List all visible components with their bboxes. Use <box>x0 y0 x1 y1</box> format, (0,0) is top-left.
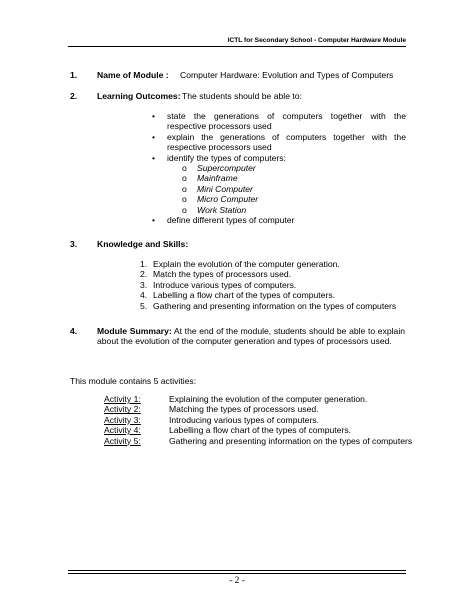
bullet-icon: • <box>152 152 156 163</box>
bullet-icon: • <box>152 215 156 226</box>
list-item: o Work Station <box>182 204 247 215</box>
activity-link[interactable]: Activity 5: <box>104 435 141 446</box>
header-rule <box>68 46 406 47</box>
activity-link[interactable]: Activity 4: <box>104 425 141 436</box>
footer-rule-thick <box>68 570 406 571</box>
activity-row: Activity 4: Labelling a flow chart of the types of computers. <box>104 425 352 436</box>
circle-bullet-icon: o <box>182 183 187 194</box>
section1-value: Computer Hardware: Evolution and Types of Computers <box>180 70 394 80</box>
list-item: • state the generations of computers together with the respective processors used <box>152 111 406 132</box>
activity-link[interactable]: Activity 3: <box>104 414 141 425</box>
list-item: 4. Labelling a flow chart of the types of computers. <box>140 290 336 301</box>
list-item: o Supercomputer <box>182 163 256 174</box>
bullet-icon: • <box>152 131 156 142</box>
circle-bullet-icon: o <box>182 194 187 205</box>
activities-intro: This module contains 5 activities: <box>70 376 197 386</box>
computer-types-list <box>167 163 406 215</box>
section2-intro: The students should be able to: <box>182 91 302 101</box>
list-item: • define different types of computer <box>152 215 295 226</box>
list-item: o Mainframe <box>182 173 238 184</box>
activity-row: Activity 3: Introducing various types of computers. <box>104 414 319 425</box>
list-item: • explain the generations of computers together with the respective processors used <box>152 131 406 153</box>
section1-label: Name of Module : <box>97 70 169 80</box>
activities-list <box>104 394 414 446</box>
list-item: 2. Match the types of processors used. <box>140 269 292 280</box>
list-item: 5. Gathering and presenting information on the types of computers <box>140 300 397 311</box>
section2-number: 2. <box>70 91 78 101</box>
section4-number: 4. <box>70 326 78 336</box>
circle-bullet-icon: o <box>182 173 187 184</box>
circle-bullet-icon: o <box>182 163 187 174</box>
running-header: ICTL for Secondary School - Computer Hardware Module <box>227 37 406 44</box>
knowledge-skills-list <box>140 259 420 311</box>
list-item: 1. Explain the evolution of the computer generation. <box>140 259 340 269</box>
activity-link[interactable]: Activity 1: <box>104 394 141 404</box>
section3-label: Knowledge and Skills: <box>97 239 189 249</box>
section4-text: At the end of the module, students should be able to explain about the evolution of the computer generation and types of processors used. <box>97 326 406 347</box>
activity-link[interactable]: Activity 2: <box>104 404 141 415</box>
list-item: o Micro Computer <box>182 194 259 205</box>
circle-bullet-icon: o <box>182 204 187 215</box>
list-item: • identify the types of computers: o Supercomputer o Mainframe o Mini Computer o Micro Computer o Work Station <box>152 153 406 215</box>
footer-rule-thin <box>68 573 406 574</box>
list-item: o Mini Computer <box>182 183 253 194</box>
activity-row: Activity 1: Explaining the evolution of the computer generation. <box>104 394 368 404</box>
bullet-icon: • <box>152 111 156 121</box>
learning-outcomes-list <box>152 111 406 225</box>
activity-row: Activity 2: Matching the types of processors used. <box>104 404 319 415</box>
section1-number: 1. <box>70 70 78 80</box>
page-number: - 2 - <box>229 576 245 586</box>
section4-label: Module Summary: <box>97 326 172 336</box>
module-summary <box>97 326 405 347</box>
section3-number: 3. <box>70 239 78 249</box>
activity-row: Activity 5: Gathering and presenting information on the types of computers <box>104 435 413 446</box>
section2-label: Learning Outcomes: <box>97 91 181 101</box>
list-item: 3. Introduce various types of computers. <box>140 279 297 290</box>
